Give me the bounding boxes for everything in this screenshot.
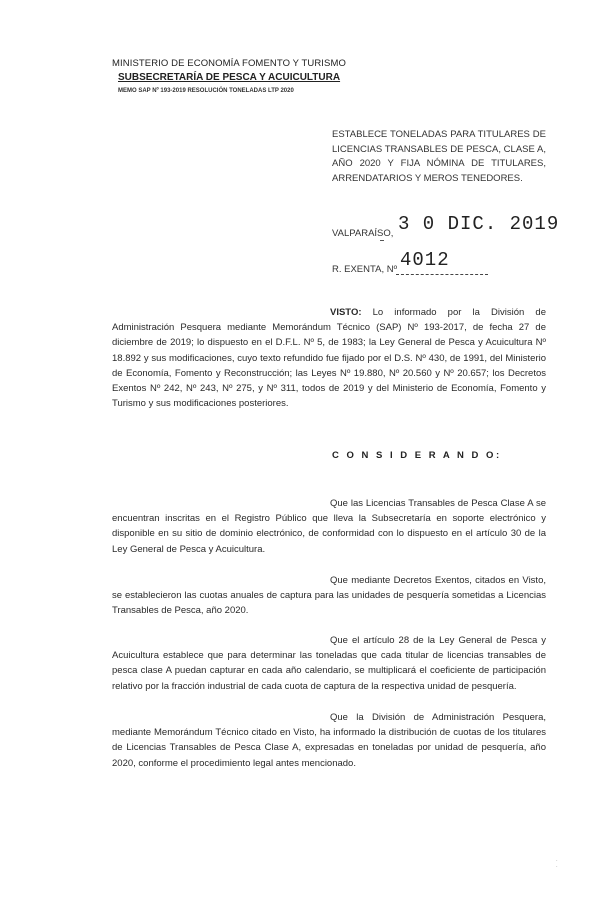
ministry-name: MINISTERIO DE ECONOMÍA FOMENTO Y TURISMO xyxy=(112,58,346,69)
considerando-paragraph-1 xyxy=(112,496,546,557)
paragraph-text: Que mediante Decretos Exentos, citados en Visto, se establecieron las cuotas anuales de captura para las unidades de pesquería sometidas a Licencias Transables de Pesca, año 2020. xyxy=(112,575,546,617)
considerando-paragraph-4 xyxy=(112,710,546,771)
resolution-date-stamp: 3 0 DIC. 2019 xyxy=(398,213,560,235)
paragraph-text: Que las Licencias Transables de Pesca Clase A se encuentran inscritas en el Registro Público que lleva la Subsecretaría en soporte electrónico y disponible en su sitio de dominio electrónico, de conformidad con lo dispuesto en el artículo 30 de la Ley General de Pesca y Acuicultura. xyxy=(112,498,546,555)
resolution-number-line xyxy=(396,274,488,275)
paragraph-text: Que la División de Administración Pesquera, mediante Memorándum Técnico citado en Visto, ha informado la distribución de cuotas de los titulares de Licencias Transables de Pesca Clase A, expresadas en toneladas por unidad de pesquería, año 2020, conforme el procedimiento legal antes mencionado. xyxy=(112,712,546,769)
resolution-label: R. EXENTA, Nº xyxy=(332,264,398,275)
visto-text: Lo informado por la División de Administración Pesquera mediante Memorándum Técnico (SAP) Nº 193-2017, de fecha 27 de diciembre de 2019; lo dispuesto en el D.F.L. Nº 5, de 1983; la Ley General de Pesca y Acuicultura Nº 18.892 y sus modificaciones, cuyo texto refundido fue fijado por el D.S. Nº 430, de 1991, del Ministerio de Economía, Fomento y Reconstrucción; las Leyes Nº 19.880, Nº 20.560 y Nº 20.657; los Decretos Exentos Nº 242, Nº 243, Nº 275, y Nº 311, todos de 2019 y del Ministerio de Economía, Fomento y Turismo y sus modificaciones posteriores. xyxy=(112,307,546,410)
resolution-number-stamp: 4012 xyxy=(400,249,450,271)
scan-corner-mark: · · xyxy=(556,858,558,870)
memo-reference: MEMO SAP Nº 193-2019 RESOLUCIÓN TONELADAS LTP 2020 xyxy=(118,88,294,94)
considerando-paragraph-2 xyxy=(112,573,546,619)
visto-label: VISTO: xyxy=(330,307,362,318)
ink-mark xyxy=(380,240,384,241)
resolution-title: ESTABLECE TONELADAS PARA TITULARES DE LICENCIAS TRANSABLES DE PESCA, CLASE A, AÑO 2020 Y FIJA NÓMINA DE TITULARES, ARRENDATARIOS Y MEROS TENEDORES. xyxy=(332,129,546,184)
subsecretaria-name: SUBSECRETARÍA DE PESCA Y ACUICULTURA xyxy=(118,72,341,83)
visto-paragraph xyxy=(112,305,546,411)
place-label: VALPARAÍSO, xyxy=(332,228,394,239)
considerando-paragraph-3 xyxy=(112,633,546,694)
considerando-heading: C O N S I D E R A N D O: xyxy=(332,450,502,461)
paragraph-text: Que el artículo 28 de la Ley General de Pesca y Acuicultura establece que para determinar las toneladas que cada titular de licencias transables de pesca clase A puedan capturar en cada año calendario, se multiplicará el coeficiente de participación relativo por la fracción industrial de cada cuota de captura de la respectiva unidad de pesquería. xyxy=(112,635,546,692)
